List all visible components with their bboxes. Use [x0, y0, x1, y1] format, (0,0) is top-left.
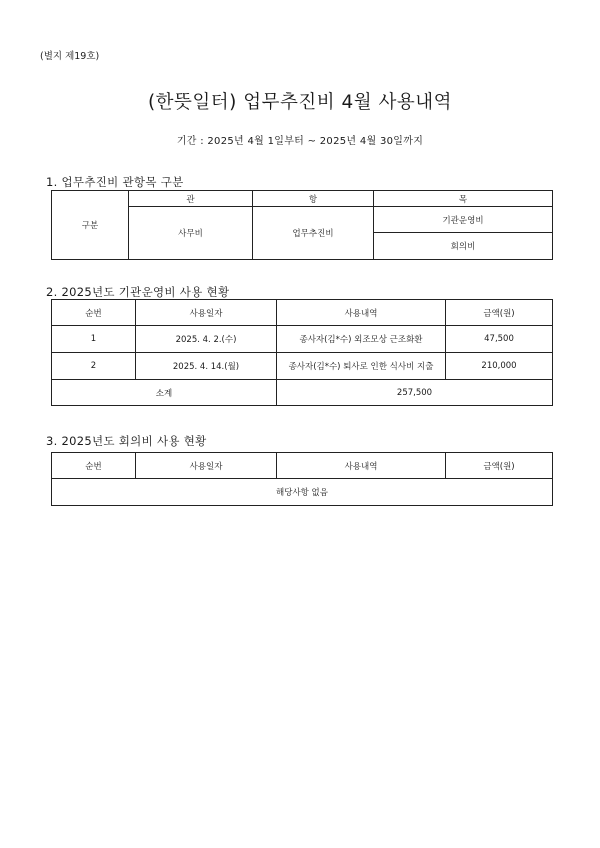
subtotal-value: 257,500 — [277, 380, 553, 406]
col-hang: 항 — [253, 191, 374, 207]
section2-heading: 2. 2025년도 기관운영비 사용 현황 — [46, 285, 230, 299]
row-description: 종사자(김*수) 퇴사로 인한 식사비 지출 — [277, 353, 446, 380]
section1-heading: 1. 업무추진비 관항목 구분 — [46, 175, 184, 189]
col-mok: 목 — [374, 191, 553, 207]
meeting-expense-table — [51, 452, 553, 506]
gwan-value: 사무비 — [129, 207, 253, 260]
row-number: 1 — [52, 326, 136, 353]
header-cell: 사용일자 — [136, 300, 277, 326]
category-label: 구분 — [52, 191, 129, 260]
row-date: 2025. 4. 2.(수) — [136, 326, 277, 353]
header-cell: 사용내역 — [277, 300, 446, 326]
subtotal-row — [52, 380, 553, 406]
row-description: 종사자(김*수) 외조모상 근조화환 — [277, 326, 446, 353]
period-text: 기간 : 2025년 4월 1일부터 ~ 2025년 4월 30일까지 — [176, 136, 424, 147]
header-cell: 금액(원) — [446, 300, 553, 326]
col-gwan: 관 — [129, 191, 253, 207]
section3-heading: 3. 2025년도 회의비 사용 현황 — [46, 434, 207, 448]
empty-message: 해당사항 없음 — [52, 479, 553, 506]
account-structure-table — [51, 190, 553, 260]
form-number: (별지 제19호) — [40, 51, 100, 62]
table-header-row — [52, 300, 553, 326]
row-number: 2 — [52, 353, 136, 380]
page-title: (한뜻일터) 업무추진비 4월 사용내역 — [147, 92, 453, 113]
header-cell: 사용일자 — [136, 453, 277, 479]
row-amount: 210,000 — [446, 353, 553, 380]
table-header-row — [52, 453, 553, 479]
row-date: 2025. 4. 14.(월) — [136, 353, 277, 380]
header-cell: 순번 — [52, 300, 136, 326]
operating-expense-table — [51, 299, 553, 406]
mok-value-2: 회의비 — [374, 233, 553, 260]
mok-value-1: 기관운영비 — [374, 207, 553, 233]
table-row — [52, 326, 553, 353]
empty-row — [52, 479, 553, 506]
table-row — [52, 353, 553, 380]
header-cell: 순번 — [52, 453, 136, 479]
header-cell: 사용내역 — [277, 453, 446, 479]
row-amount: 47,500 — [446, 326, 553, 353]
subtotal-label: 소계 — [52, 380, 277, 406]
header-cell: 금액(원) — [446, 453, 553, 479]
hang-value: 업무추진비 — [253, 207, 374, 260]
